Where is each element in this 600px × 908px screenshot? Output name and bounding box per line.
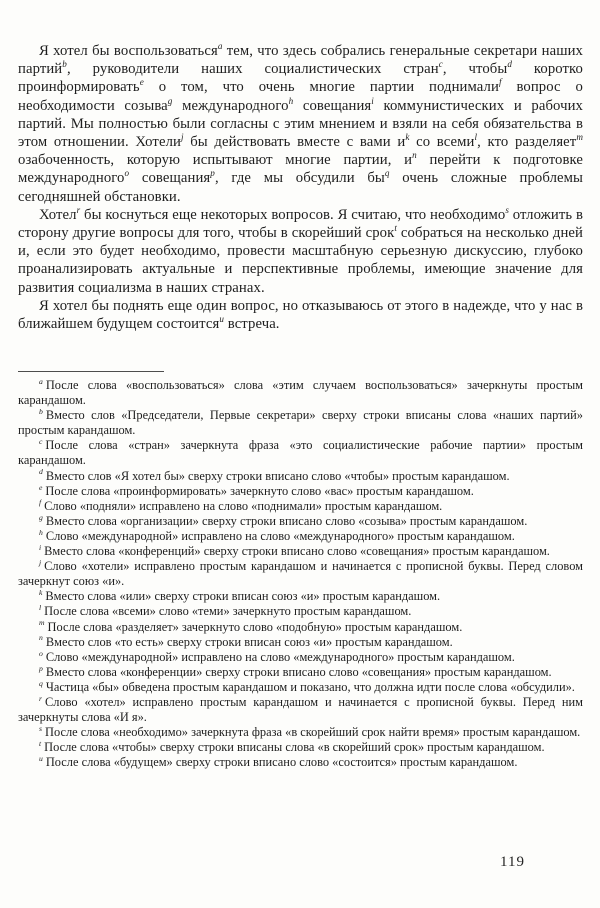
footnote-marker: o xyxy=(39,648,43,658)
footnote-ref: k xyxy=(405,132,410,143)
footnote-ref: p xyxy=(210,168,215,179)
footnote-ref: b xyxy=(62,59,67,70)
footnote-ref: g xyxy=(167,95,173,106)
footnote: $^r$ Слово «хотел» исправлено простым карандашом и начинается с прописной буквы. Перед ним зачеркнуты слова «И я». xyxy=(18,693,583,725)
footnote-marker: e xyxy=(39,482,43,492)
footnote: $^i$ Вместо слова «конференций» сверху строки вписано слово «совещания» простым карандашом. xyxy=(39,542,550,559)
footnote: $^t$ После слова «чтобы» сверху строки вписаны слова «в скорейший срок» простым карандашом. xyxy=(39,739,545,755)
footnote-ref: i xyxy=(371,95,374,106)
footnote-marker: f xyxy=(39,497,42,507)
footnote-ref: f xyxy=(498,77,502,88)
footnote-ref: r xyxy=(76,204,81,215)
footnote-ref: t xyxy=(394,223,397,234)
paragraph: Я хотел бы поднять еще один вопрос, но отказываюсь от этого в надежде, что у нас в ближайшем будущем состоится$^u$ встреча. xyxy=(18,297,583,333)
footnote-marker: r xyxy=(39,693,42,703)
footnote: $^b$ Вместо слов «Председатели, Первые секретари» сверху строки вписаны слова «наших партий» простым карандашом. xyxy=(18,407,583,438)
footnote-marker: a xyxy=(39,376,43,386)
footnote-ref: o xyxy=(124,168,130,179)
footnote-ref: n xyxy=(412,150,417,161)
footnote-ref: e xyxy=(139,77,144,88)
footnote-ref: l xyxy=(474,132,478,143)
footnote-ref: h xyxy=(288,95,294,106)
footnote-marker: n xyxy=(39,633,43,643)
footnote-ref: d xyxy=(507,59,512,70)
footnote-separator xyxy=(18,371,164,372)
footnote-ref: a xyxy=(217,41,223,52)
footnote-marker: j xyxy=(39,558,42,567)
page-number: 119 xyxy=(500,854,525,870)
footnote-marker: i xyxy=(39,542,42,552)
footnote-ref: j xyxy=(180,132,184,143)
footnote: $^h$ Слово «международной» исправлено на слово «международного» простым карандашом. xyxy=(39,527,515,543)
footnote: $^q$ Частица «бы» обведена простым карандашом и показано, что должна идти после слова «обсудили». xyxy=(39,678,575,694)
footnote: $^a$ После слова «воспользоваться» слова «этим случаем воспользоваться» зачеркнуты простым карандашом. xyxy=(18,376,583,408)
footnote: $^n$ Вместо слов «то есть» сверху строки вписан союз «и» простым карандашом. xyxy=(39,633,453,649)
footnote: $^p$ Вместо слова «конференции» сверху строки вписано слово «совещания» простым карандашом. xyxy=(39,663,552,679)
footnote-ref: u xyxy=(219,314,224,325)
footnote: $^e$ После слова «проинформировать» зачеркнуто слово «вас» простым карандашом. xyxy=(39,482,474,498)
footnote-marker: p xyxy=(39,663,43,673)
footnote-marker: q xyxy=(39,678,43,688)
main-text xyxy=(18,42,583,333)
footnote: $^m$ После слова «разделяет» зачеркнуто слово «подобную» простым карандашом. xyxy=(39,618,463,634)
footnote-marker: h xyxy=(39,527,43,537)
footnote: $^g$ Вместо слова «организации» сверху строки вписано слово «созыва» простым карандашом. xyxy=(39,512,528,528)
footnote: $^u$ После слова «будущем» сверху строки вписано слово «состоится» простым карандашом. xyxy=(39,754,518,770)
footnote: $^j$ Слово «хотели» исправлено простым карандашом и начинается с прописной буквы. Перед словом зачеркнут союз «и». xyxy=(18,558,583,589)
footnote-marker: s xyxy=(39,724,42,734)
footnote-ref: m xyxy=(576,132,583,143)
footnote: $^o$ Слово «международной» исправлено на слово «международного» простым карандашом. xyxy=(39,648,515,664)
footnote: $^c$ После слова «стран» зачеркнута фраза «это социалистические рабочие партии» простым карандашом. xyxy=(18,437,583,468)
paragraph: Я хотел бы воспользоваться$^a$ тем, что здесь собрались генеральные секретари наших партий$^b$, руководители наших социалистических стран$^c$, чтобы$^d$ коротко проинформировать$^e$ о том, что очень многие партии поднимали$^f$ вопрос о необходимости созыва$^g$ международного$^h$ совещания$^i$ коммунистических и рабочих партий. Мы полностью были согласны с этим мнением и взяли на себя обязательства в этом отношении. Хотели$^j$ бы действовать вместе с вами и$^k$ со всеми$^l$, кто разделяет$^m$ озабоченность, которую испытывают многие партии, и$^n$ перейти к подготовке международного$^o$ совещания$^p$, где мы обсудили бы$^q$ очень сложные проблемы сегодняшней обстановки. xyxy=(18,41,584,205)
footnote-ref: c xyxy=(438,59,443,70)
footnote-ref: q xyxy=(384,168,390,179)
footnote-marker: k xyxy=(39,588,43,598)
footnote: $^d$ Вместо слов «Я хотел бы» сверху строки вписано слово «чтобы» простым карандашом. xyxy=(39,467,510,483)
footnote-marker: u xyxy=(39,754,43,764)
footnote: $^l$ После слова «всеми» слово «теми» зачеркнуто простым карандашом. xyxy=(39,603,412,619)
footnote-marker: l xyxy=(39,603,42,613)
footnote-marker: t xyxy=(39,739,42,749)
footnote-marker: c xyxy=(39,437,43,447)
footnote-marker: g xyxy=(39,512,43,522)
footnote: $^f$ Слово «подняли» исправлено на слово «поднимали» простым карандашом. xyxy=(39,497,443,513)
footnote: $^s$ После слова «необходимо» зачеркнута фраза «в скорейший срок найти время» простым карандашом. xyxy=(39,724,581,740)
footnote-ref: s xyxy=(505,204,509,215)
footnote-marker: d xyxy=(39,467,43,477)
footnotes-section xyxy=(18,378,583,770)
footnote: $^k$ Вместо слова «или» сверху строки вписан союз «и» простым карандашом. xyxy=(39,588,441,604)
paragraph: Хотел$^r$ бы коснуться еще некоторых вопросов. Я считаю, что необходимо$^s$ отложить в сторону другие вопросы для того, чтобы в скорейший срок$^t$ собраться на несколько дней и, если это будет необходимо, провести масштабную серьезную дискуссию, глубоко проанализировать актуальные и перспективные проблемы, имеющие значение для развития социализма в наших странах. xyxy=(18,204,583,296)
footnote-marker: m xyxy=(39,618,45,628)
footnote-marker: b xyxy=(39,407,43,417)
